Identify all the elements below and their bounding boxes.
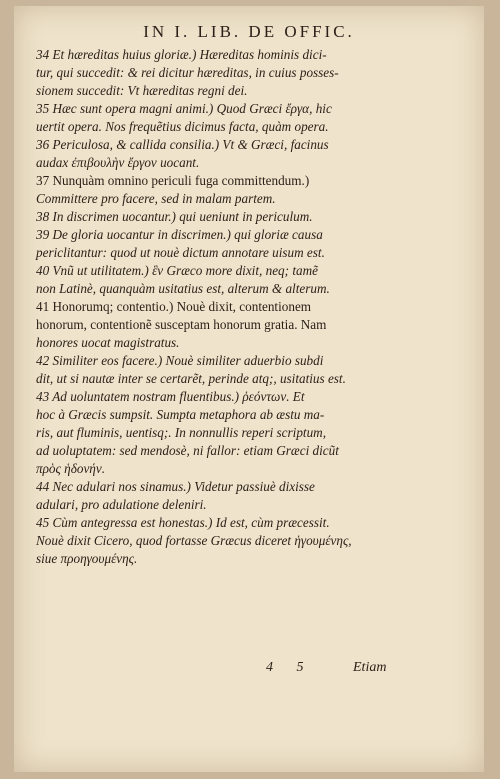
text-line: non Latinè, quanquàm usitatius est, alterum & alterum. [36, 281, 330, 296]
running-head: IN I. LIB. DE OFFIC. [143, 22, 355, 41]
commentary-text [36, 46, 396, 568]
catchword: Etiam [353, 660, 387, 675]
page-footer [266, 660, 396, 676]
text-line: 38 In discrimen uocantur.) qui ueniunt in periculum. [36, 209, 313, 224]
text-line: Committere pro facere, sed in malam partem. [36, 191, 276, 206]
text-line: honores uocat magistratus. [36, 335, 180, 350]
text-line: siue προηγουμένης. [36, 551, 138, 566]
text-line: hoc à Græcis sumpsit. Sumpta metaphora ab æstu ma- [36, 407, 325, 422]
text-line: Nouè dixit Cicero, quod fortasse Græcus diceret ἡγουμένης, [36, 533, 352, 548]
text-line: uertit opera. Nos frequẽtius dicimus facta, quàm opera. [36, 119, 329, 134]
text-line: ad uoluptatem: sed mendosè, ni fallor: etiam Græci dicũt [36, 443, 339, 458]
text-line: periclitantur: quod ut nouè dictum annotare uisum est. [36, 245, 325, 260]
text-line: dit, ut si nautæ inter se certarẽt, perinde atq;, usitatius est. [36, 371, 346, 386]
text-line: 41 Honorumq; contentio.) Nouè dixit, contentionem [36, 299, 312, 314]
text-line: sionem succedit: Vt hæreditas regni dei. [36, 83, 248, 98]
book-page [14, 6, 484, 772]
text-line: 43 Ad uoluntatem nostram fluentibus.) ῥεόντων. Et [36, 389, 305, 404]
text-line: 36 Periculosa, & callida consilia.) Vt & Græci, facinus [36, 137, 329, 152]
signature-mark: 4 5 [266, 660, 314, 675]
text-line: 42 Similiter eos facere.) Nouè similiter aduerbio subdi [36, 353, 324, 368]
text-line: audax ἐπιβουλὴν ἔργον uocant. [36, 155, 200, 170]
text-line: ris, aut fluminis, uentisq;. In nonnullis reperi scriptum, [36, 425, 327, 440]
text-line: πρὸς ἡδονήν. [36, 461, 105, 476]
text-line: adulari, pro adulatione deleniri. [36, 497, 207, 512]
text-line: 40 Vnũ ut utilitatem.) ἓν Græco more dixit, neq; tamẽ [36, 263, 318, 278]
text-line: 37 Nunquàm omnino periculi fuga committendum.) [36, 173, 310, 188]
text-line: honorum, contentionẽ susceptam honorum gratia. Nam [36, 317, 327, 332]
text-line: tur, qui succedit: & rei dicitur hæreditas, in cuius posses- [36, 65, 339, 80]
text-line: 44 Nec adulari nos sinamus.) Videtur passiuè dixisse [36, 479, 315, 494]
text-line: 39 De gloria uocantur in discrimen.) qui gloriæ causa [36, 227, 323, 242]
text-line: 35 Hæc sunt opera magni animi.) Quod Græci ἔργα, hic [36, 101, 332, 116]
text-line: 45 Cùm antegressa est honestas.) Id est, cùm præcessit. [36, 515, 330, 530]
text-line: 34 Et hæreditas huius gloriæ.) Hæreditas hominis dici- [36, 47, 327, 62]
